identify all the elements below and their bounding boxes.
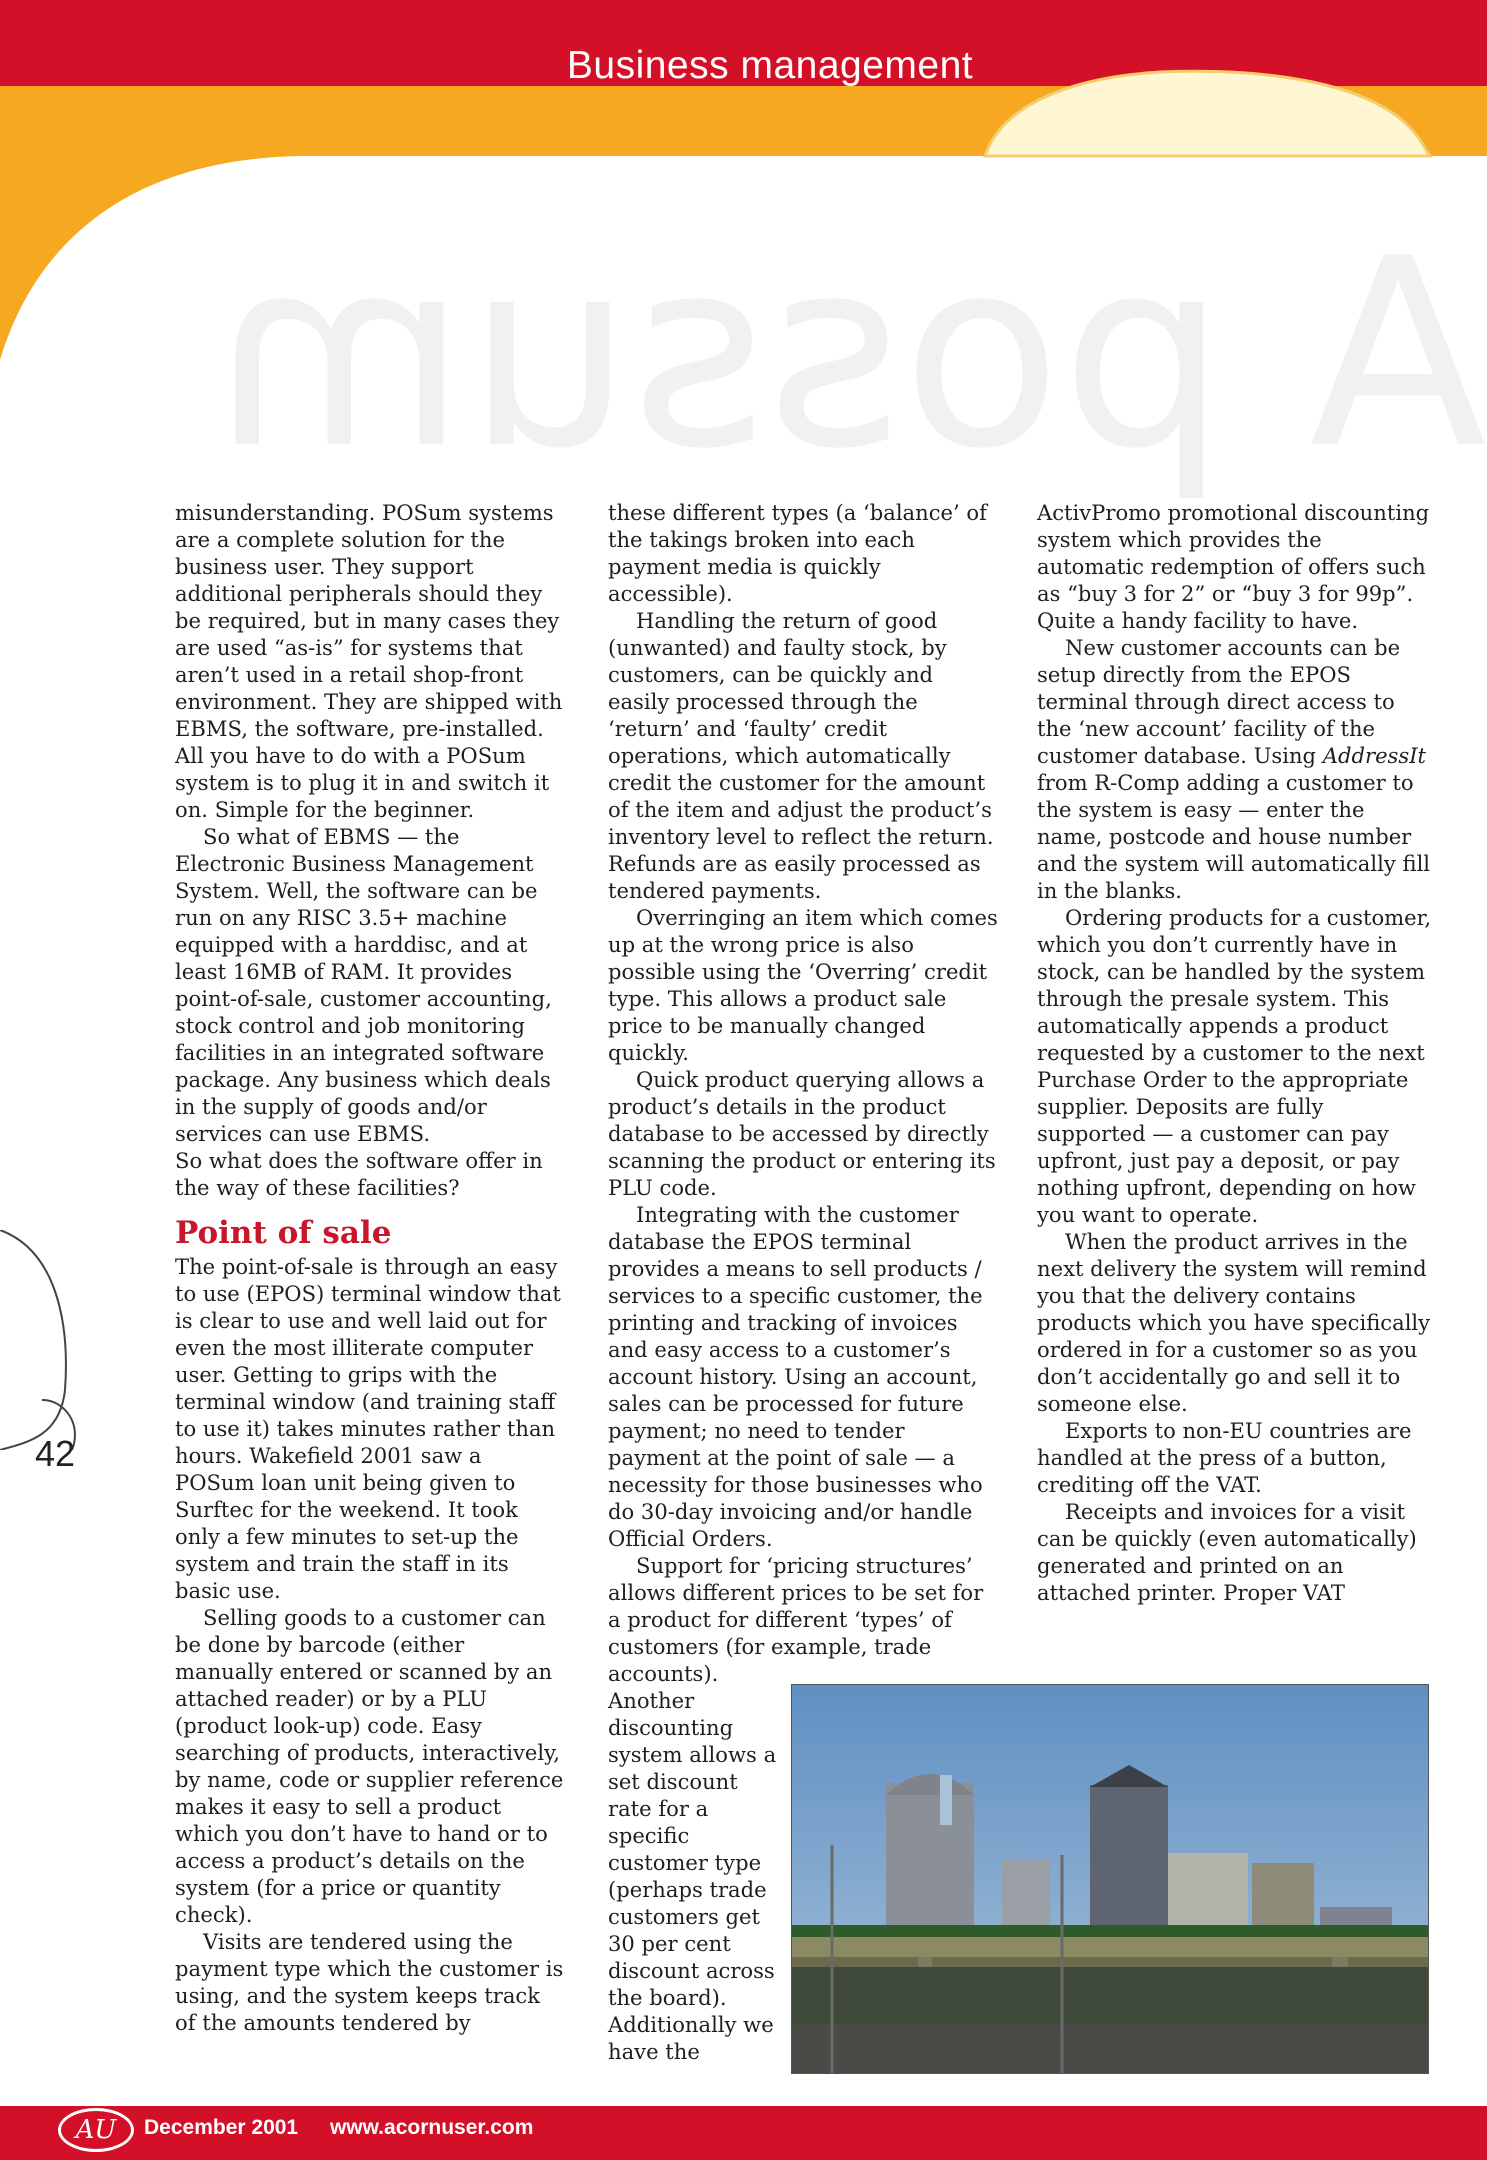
paragraph: Integrating with the customer database the EPOS terminal provides a means to sell products / services to a specific customer, the printing and tracking of invoices and easy access to a customer’s account history. Using an account, sales can be processed for future payment; no need to tender payment at the point of sale — a necessity for those businesses who do 30-day invoicing and/or handle Official Orders. xyxy=(608,1202,983,1551)
page-tab-curve xyxy=(0,1230,100,1450)
paragraph: Quick product querying allows a product’s details in the product database to be accessed by directly scanning the product or entering its PLU code. xyxy=(608,1067,996,1200)
article-column-1 xyxy=(175,499,565,2036)
paragraph: misunderstanding. POSum systems are a complete solution for the business user. They support additional peripherals should they be required, but in many cases they are used “as-is” for systems that aren’t used in a retail shop-front environment. They are shipped with EBMS, the software, pre-installed. All you have to do with a POSum system is to plug it in and switch it on. Simple for the beginner. xyxy=(175,500,563,822)
paragraph: Selling goods to a customer can be done by barcode (either manually entered or scanned by an attached reader) or by a PLU (product look-up) code. Easy searching of products, interactively, by name, code or supplier reference makes it easy to sell a product which you don’t have to hand or to access a product’s details on the system (for a price or quantity check). xyxy=(175,1605,564,1927)
paragraph: Ordering products for a customer, which you don’t currently have in stock, can be handled by the system through the presale system. This automatically appends a product requested by a customer to the next Purchase Order to the appropriate supplier. Deposits are fully supported — a customer can pay upfront, just pay a deposit, or pay nothing upfront, depending on how you want to operate. xyxy=(1037,905,1432,1227)
section-title: Business management xyxy=(566,44,974,87)
paragraph: The point-of-sale is through an easy to use (EPOS) terminal window that is clear to use and well laid out for even the most illiterate computer user. Getting to grips with the terminal window (and training staff to use it) takes minutes rather than hours. Wakefield 2001 saw a POSum loan unit being given to Surftec for the weekend. It took only a few minutes to set-up the system and train the staff in its basic use. xyxy=(175,1254,561,1603)
paragraph: Handling the return of good (unwanted) and faulty stock, by customers, can be quickly and easily processed through the ‘return’ and ‘faulty’ credit operations, which automatically credit the customer for the amount of the item and adjust the product’s inventory level to reflect the return. Refunds are as easily processed as tendered payments. xyxy=(608,608,994,903)
paragraph: When the product arrives in the next delivery the system will remind you that the delivery contains products which you have specifically ordered in for a customer so as you don’t accidentally go and sell it to someone else. xyxy=(1037,1229,1431,1416)
city-skyline-photo xyxy=(791,1684,1429,2074)
paragraph: ActivPromo promotional discounting system which provides the automatic redemption of offers such as “buy 3 for 2” or “buy 3 for 99p”. Quite a handy facility to have. xyxy=(1037,500,1430,633)
paragraph: So what does the software offer in the way of these facilities? xyxy=(175,1148,543,1200)
footer-text xyxy=(144,2116,559,2140)
text-run: from R-Comp adding a customer to the system is easy — enter the name, postcode and house number and the system will automatically fill in the blanks. xyxy=(1037,770,1431,903)
article-column-3 xyxy=(1037,499,1432,1606)
issue-date: December 2001 xyxy=(144,2116,299,2139)
paragraph: Receipts and invoices for a visit can be quickly (even automatically) generated and printed on an attached printer. Proper VAT xyxy=(1037,1499,1417,1605)
paragraph: Exports to non-EU countries are handled at the press of a button, crediting off the VAT. xyxy=(1037,1418,1412,1497)
subheading-point-of-sale: Point of sale xyxy=(175,1215,392,1251)
paragraph: Overringing an item which comes up at the wrong price is also possible using the ‘Overring’ credit type. This allows a product sale price to be manually changed quickly. xyxy=(608,905,998,1065)
website-url: www.acornuser.com xyxy=(329,2116,534,2139)
paragraph: Visits are tendered using the payment type which the customer is using, and the system keeps track of the amounts tendered by xyxy=(175,1929,564,2035)
paragraph: these different types (a ‘balance’ of the takings broken into each payment media is quickly accessible). xyxy=(608,500,987,606)
text-run: New customer accounts can be setup directly from the EPOS terminal through direct access to the ‘new account’ facility of the customer database. Using xyxy=(1037,635,1401,768)
paragraph: So what of EBMS — the Electronic Business Management System. Well, the software can be run on any RISC 3.5+ machine equipped with a harddisc, and at least 16MB of RAM. It provides point-of-sale, customer accounting, stock control and job monitoring facilities in an integrated software package. Any business which deals in the supply of goods and/or services can use EBMS. xyxy=(175,824,552,1146)
paragraph: Another discounting system allows a set discount rate for a specific customer type (perhaps trade customers get 30 per cent discount across the board). Additionally we have the xyxy=(608,1688,777,2064)
page-number: 42 xyxy=(34,1433,76,1474)
acorn-user-logo: AU xyxy=(58,2108,134,2152)
product-name: AddressIt xyxy=(1322,743,1427,768)
watermark-title: A possum xyxy=(213,225,1487,506)
paragraph xyxy=(1037,634,1432,904)
paragraph: Support for ‘pricing structures’ allows different prices to be set for a product for different ‘types’ of customers (for example, trade accounts). xyxy=(608,1553,984,1686)
